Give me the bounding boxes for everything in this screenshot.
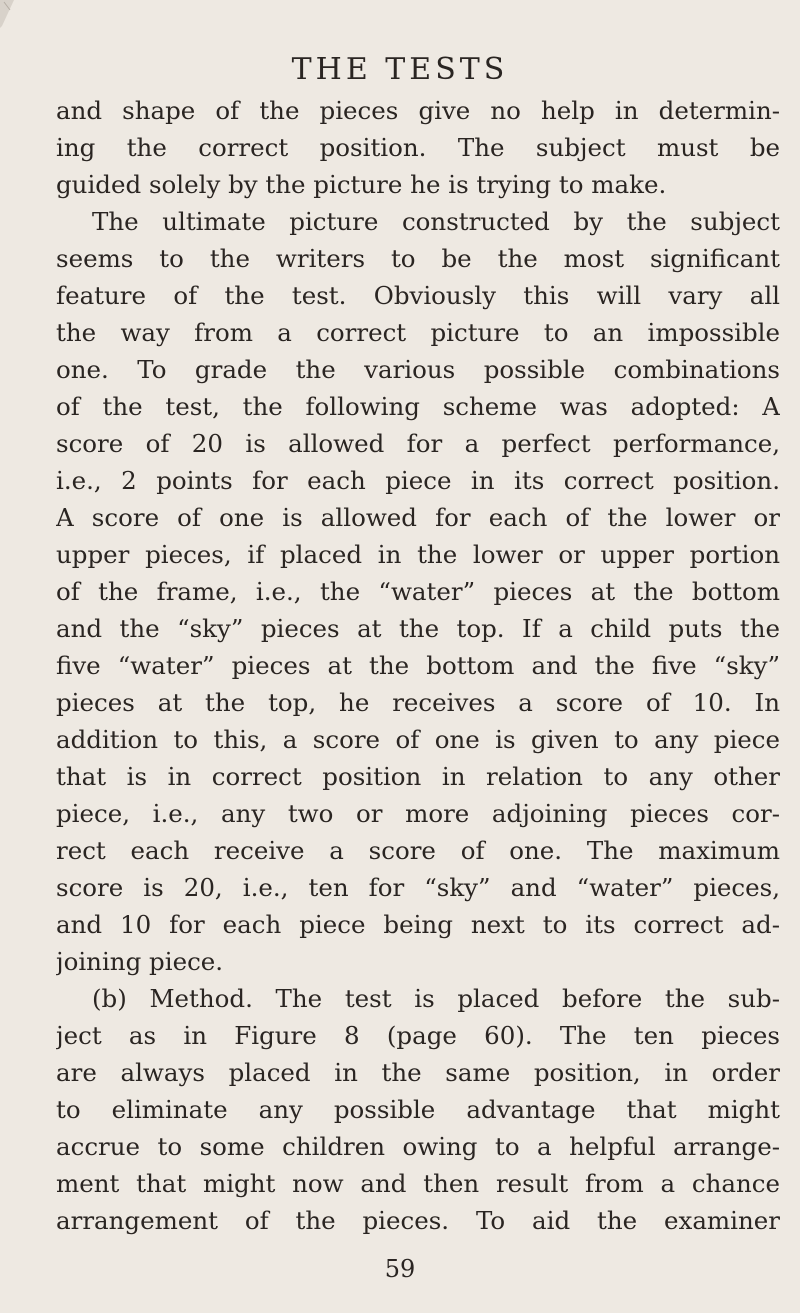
text-line: feature of the test. Obviously this will vary all <box>56 281 780 310</box>
running-header: THE TESTS <box>291 52 509 87</box>
text-line: one. To grade the various possible combinations <box>56 355 780 384</box>
text-line: of the test, the following scheme was adopted: A <box>56 392 780 421</box>
text-line: five “water” pieces at the bottom and the five “sky” <box>56 651 780 680</box>
text-line: ject as in Figure 8 (page 60). The ten pieces <box>56 1021 780 1050</box>
page-corner-fold-mark <box>0 0 28 28</box>
text-line: joining piece. <box>56 947 224 976</box>
text-line: the way from a correct picture to an impossible <box>56 318 780 347</box>
text-line: arrangement of the pieces. To aid the examiner <box>56 1206 780 1235</box>
page-number: 59 <box>384 1255 416 1283</box>
text-line: accrue to some children owing to a helpful arrange- <box>56 1132 780 1161</box>
text-line: seems to the writers to be the most significant <box>56 244 780 273</box>
text-line: i.e., 2 points for each piece in its correct position. <box>56 466 780 495</box>
text-line: and 10 for each piece being next to its correct ad- <box>56 910 780 939</box>
paragraph-start-line: The ultimate picture constructed by the subject <box>92 207 780 236</box>
paragraph-start-line: (b) Method. The test is placed before the sub- <box>92 984 780 1013</box>
body-text <box>56 92 780 1239</box>
text-line: of the frame, i.e., the “water” pieces at the bottom <box>56 577 780 606</box>
text-line: score is 20, i.e., ten for “sky” and “water” pieces, <box>56 873 780 902</box>
text-line: guided solely by the picture he is trying to make. <box>56 170 667 199</box>
text-line: are always placed in the same position, in order <box>56 1058 780 1087</box>
text-line: to eliminate any possible advantage that might <box>56 1095 780 1124</box>
text-line: piece, i.e., any two or more adjoining pieces cor- <box>56 799 780 828</box>
text-line: ment that might now and then result from a chance <box>56 1169 780 1198</box>
text-line: score of 20 is allowed for a perfect performance, <box>56 429 780 458</box>
text-line: and shape of the pieces give no help in determin- <box>56 96 780 125</box>
text-line: and the “sky” pieces at the top. If a child puts the <box>56 614 780 643</box>
text-line: rect each receive a score of one. The maximum <box>56 836 780 865</box>
text-line: ing the correct position. The subject must be <box>56 133 780 162</box>
text-line: addition to this, a score of one is given to any piece <box>56 725 780 754</box>
text-line: pieces at the top, he receives a score of 10. In <box>56 688 780 717</box>
text-line: that is in correct position in relation to any other <box>56 762 780 791</box>
text-line: upper pieces, if placed in the lower or upper portion <box>56 540 780 569</box>
text-line: A score of one is allowed for each of the lower or <box>56 503 780 532</box>
